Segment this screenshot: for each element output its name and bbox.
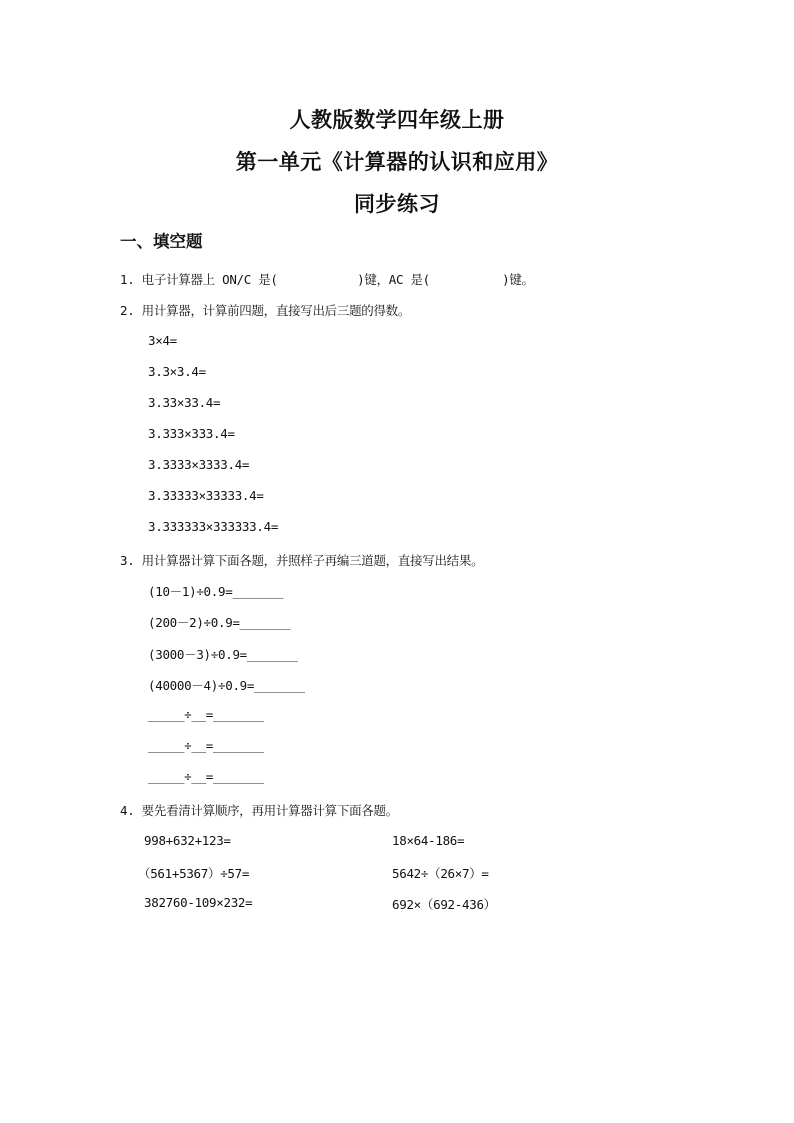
q4-right-item: 18×64-186= (392, 833, 465, 848)
q3-item: _____÷__=_______ (148, 738, 264, 753)
question-2: 2. 用计算器，计算前四题，直接写出后三题的得数。 (120, 303, 411, 318)
q3-item: (3000－3)÷0.9=_______ (148, 647, 298, 662)
q2-item: 3.3×3.4= (148, 364, 206, 379)
q3-item: (40000－4)÷0.9=_______ (148, 678, 305, 693)
worksheet-title-3: 同步练习 (354, 191, 440, 216)
question-1: 1. 电子计算器上 ON/C 是( )键，AC 是( )键。 (120, 272, 534, 287)
q2-item: 3.333333×333333.4= (148, 519, 279, 534)
q4-left-item: 998+632+123= (144, 833, 231, 848)
q3-item: (10－1)÷0.9=_______ (148, 584, 284, 599)
q3-item: _____÷__=_______ (148, 707, 264, 722)
q2-item: 3×4= (148, 333, 177, 348)
worksheet-title-2: 第一单元《计算器的认识和应用》 (235, 149, 559, 174)
section-heading: 一、填空题 (120, 232, 203, 251)
q2-item: 3.333×333.4= (148, 426, 235, 441)
q2-item: 3.33333×33333.4= (148, 488, 264, 503)
worksheet-title-1: 人教版数学四年级上册 (289, 107, 505, 132)
q4-right-item: 5642÷（26×7）= (392, 866, 489, 881)
question-4: 4. 要先看清计算顺序，再用计算器计算下面各题。 (120, 803, 398, 818)
q4-right-item: 692×（692-436） (392, 897, 496, 912)
q4-left-item: （561+5367）÷57= (138, 866, 250, 881)
q3-item: _____÷__=_______ (148, 769, 264, 784)
question-3: 3. 用计算器计算下面各题，并照样子再编三道题，直接写出结果。 (120, 553, 484, 568)
q2-item: 3.33×33.4= (148, 395, 221, 410)
q3-item: (200－2)÷0.9=_______ (148, 615, 291, 630)
q4-left-item: 382760-109×232= (144, 895, 253, 910)
q2-item: 3.3333×3333.4= (148, 457, 250, 472)
